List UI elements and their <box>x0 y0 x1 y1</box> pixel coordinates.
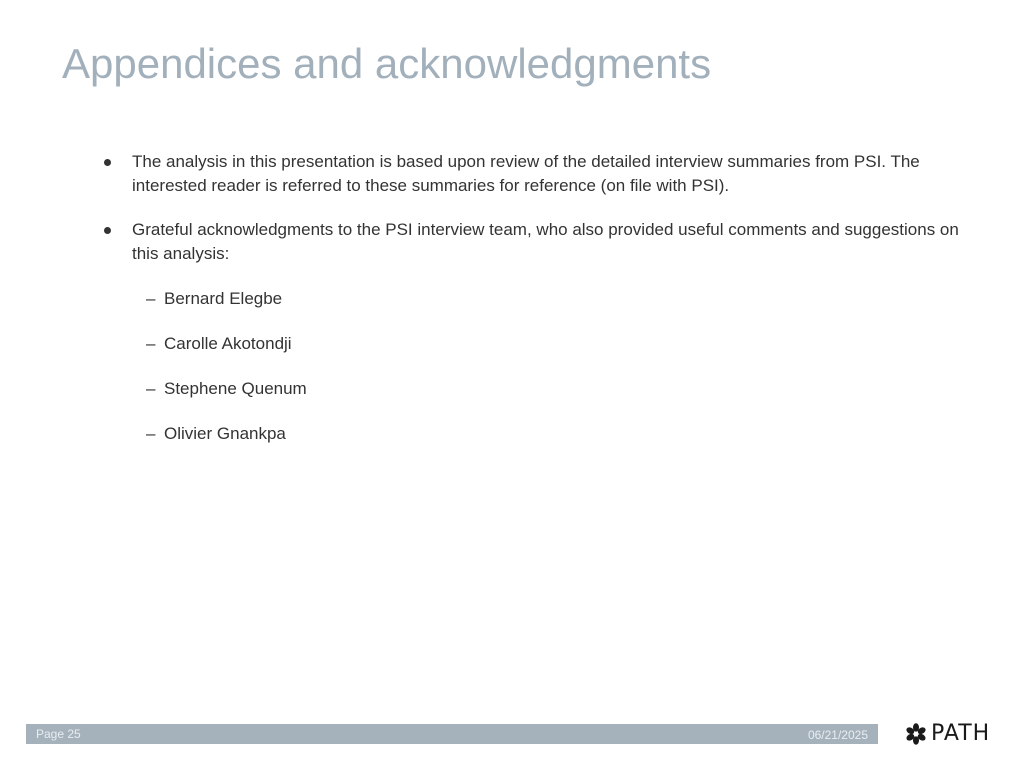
team-member-name: Olivier Gnankpa <box>164 424 286 443</box>
bullet-dot-icon <box>104 159 111 166</box>
page-number: Page 25 <box>36 727 81 741</box>
team-member-item <box>104 287 964 311</box>
team-list <box>104 287 964 446</box>
flower-icon <box>904 722 928 746</box>
team-member-item <box>104 422 964 446</box>
team-member-name: Stephene Quenum <box>164 379 307 398</box>
slide-title: Appendices and acknowledgments <box>62 40 712 87</box>
bullet-text: Grateful acknowledgments to the PSI interview team, who also provided useful comments and suggestions on this analysis: <box>132 220 959 263</box>
team-member-name: Carolle Akotondji <box>164 334 292 353</box>
bullet-dot-icon <box>104 227 111 234</box>
logo-text: PATH <box>931 721 991 746</box>
bullet-text: The analysis in this presentation is based upon review of the detailed interview summaries from PSI. The interested reader is referred to these summaries for reference (on file with PSI). <box>132 152 920 195</box>
footer-bar <box>26 724 878 744</box>
team-member-item <box>104 332 964 356</box>
path-logo <box>904 720 990 748</box>
team-member-item <box>104 377 964 401</box>
bullet-item <box>104 150 964 198</box>
team-member-name: Bernard Elegbe <box>164 289 283 308</box>
dash-marker: – <box>146 289 156 308</box>
dash-marker: – <box>146 379 156 398</box>
bullet-item <box>104 218 964 266</box>
slide-content <box>104 150 964 467</box>
dash-marker: – <box>146 424 156 443</box>
footer-date: 06/21/2025 <box>807 728 868 742</box>
dash-marker: – <box>146 334 156 353</box>
